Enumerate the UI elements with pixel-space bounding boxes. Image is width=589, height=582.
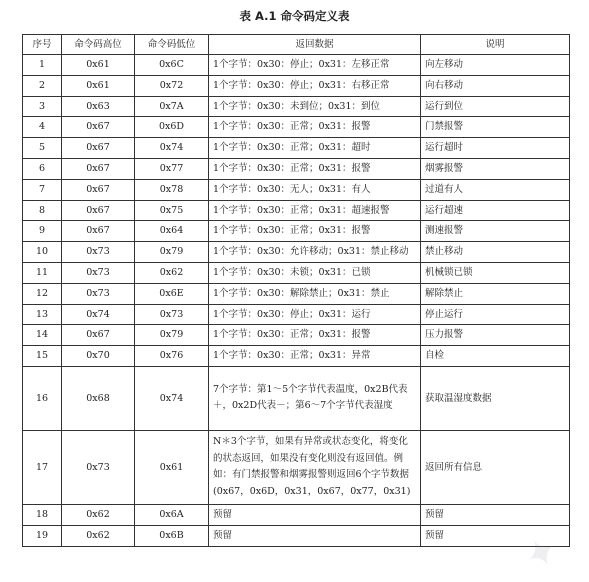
cell-code-low: 0x62: [135, 262, 209, 283]
cell-code-low: 0x6A: [135, 504, 209, 525]
cell-code-high: 0x67: [62, 179, 135, 200]
cell-index: 15: [23, 346, 62, 367]
cell-index: 7: [23, 179, 62, 200]
cell-code-high: 0x73: [62, 430, 135, 504]
cell-code-low: 0x79: [135, 242, 209, 263]
cell-return-data: 1个字节：0x30：正常；0x31：报警: [209, 117, 421, 138]
header-index: 序号: [23, 35, 62, 55]
cell-code-low: 0x6D: [135, 117, 209, 138]
cell-code-low: 0x6C: [135, 55, 209, 76]
cell-code-high: 0x70: [62, 346, 135, 367]
cell-code-low: 0x74: [135, 138, 209, 159]
table-row: [23, 138, 570, 159]
header-description: 说明: [421, 35, 570, 55]
cell-index: 13: [23, 304, 62, 325]
table-row: [23, 304, 570, 325]
cell-description: 停止运行: [421, 304, 570, 325]
cell-return-data: 1个字节：0x30：允许移动；0x31：禁止移动: [209, 242, 421, 263]
cell-index: 2: [23, 75, 62, 96]
table-title: 表 A.1 命令码定义表: [239, 9, 350, 23]
table-row: [23, 346, 570, 367]
table-row: [23, 262, 570, 283]
table-row: [23, 525, 570, 546]
cell-index: 17: [23, 430, 62, 504]
cell-description: 运行到位: [421, 96, 570, 117]
table-row: [23, 325, 570, 346]
cell-return-data: 1个字节：0x30：正常；0x31：报警: [209, 221, 421, 242]
cell-return-data: 1个字节：0x30：停止；0x31：运行: [209, 304, 421, 325]
cell-code-high: 0x61: [62, 75, 135, 96]
cell-return-data: 1个字节：0x30：停止；0x31：左移正常: [209, 55, 421, 76]
cell-index: 8: [23, 200, 62, 221]
cell-description: 预留: [421, 504, 570, 525]
table-row: [23, 504, 570, 525]
cell-description: 压力报警: [421, 325, 570, 346]
cell-index: 3: [23, 96, 62, 117]
cell-description: 预留: [421, 525, 570, 546]
cell-code-low: 0x7A: [135, 96, 209, 117]
header-code-high: 命令码高位: [62, 35, 135, 55]
table-row: [23, 75, 570, 96]
cell-code-low: 0x6B: [135, 525, 209, 546]
cell-index: 9: [23, 221, 62, 242]
cell-description: 返回所有信息: [421, 430, 570, 504]
cell-description: 运行超时: [421, 138, 570, 159]
cell-description: 测速报警: [421, 221, 570, 242]
cell-description: 门禁报警: [421, 117, 570, 138]
cell-code-high: 0x73: [62, 242, 135, 263]
cell-return-data: 1个字节：0x30：正常；0x31：超速报警: [209, 200, 421, 221]
cell-return-data: 1个字节：0x30：停止；0x31：右移正常: [209, 75, 421, 96]
cell-code-high: 0x62: [62, 504, 135, 525]
cell-index: 12: [23, 283, 62, 304]
cell-return-data: 1个字节：0x30：未锁；0x31：已锁: [209, 262, 421, 283]
cell-description: 获取温湿度数据: [421, 366, 570, 430]
cell-code-high: 0x67: [62, 325, 135, 346]
table-row: [23, 283, 570, 304]
cell-return-data: 1个字节：0x30：正常；0x31：报警: [209, 325, 421, 346]
cell-code-high: 0x61: [62, 55, 135, 76]
cell-index: 11: [23, 262, 62, 283]
cell-description: 过道有人: [421, 179, 570, 200]
cell-description: 机械锁已锁: [421, 262, 570, 283]
cell-return-data: 7个字节：第1～5个字节代表温度，0x2B代表＋，0x2D代表－；第6～7个字节代表湿度: [209, 366, 421, 430]
cell-code-low: 0x61: [135, 430, 209, 504]
table-row: [23, 96, 570, 117]
cell-code-low: 0x78: [135, 179, 209, 200]
table-row: [23, 200, 570, 221]
table-row: [23, 179, 570, 200]
cell-return-data: 1个字节：0x30：正常；0x31：异常: [209, 346, 421, 367]
cell-return-data: 1个字节：0x30：无人；0x31：有人: [209, 179, 421, 200]
cell-description: 禁止移动: [421, 242, 570, 263]
cell-description: 向右移动: [421, 75, 570, 96]
cell-index: 14: [23, 325, 62, 346]
cell-index: 10: [23, 242, 62, 263]
cell-code-high: 0x73: [62, 283, 135, 304]
cell-code-low: 0x75: [135, 200, 209, 221]
table-row: [23, 430, 570, 504]
cell-index: 1: [23, 55, 62, 76]
watermark: ✦: [516, 525, 569, 582]
cell-code-high: 0x67: [62, 158, 135, 179]
cell-index: 6: [23, 158, 62, 179]
header-return-data: 返回数据: [209, 35, 421, 55]
cell-index: 18: [23, 504, 62, 525]
cell-code-low: 0x76: [135, 346, 209, 367]
cell-code-low: 0x77: [135, 158, 209, 179]
cell-description: 烟雾报警: [421, 158, 570, 179]
cell-return-data: 1个字节：0x30：解除禁止；0x31：禁止: [209, 283, 421, 304]
cell-code-low: 0x72: [135, 75, 209, 96]
cell-code-high: 0x68: [62, 366, 135, 430]
cell-code-high: 0x67: [62, 117, 135, 138]
cell-description: 解除禁止: [421, 283, 570, 304]
table-header-row: [23, 35, 570, 55]
cell-code-low: 0x6E: [135, 283, 209, 304]
cell-code-low: 0x73: [135, 304, 209, 325]
table-row: [23, 242, 570, 263]
cell-code-high: 0x74: [62, 304, 135, 325]
table-row: [23, 366, 570, 430]
table-row: [23, 158, 570, 179]
cell-code-high: 0x67: [62, 200, 135, 221]
cell-return-data: 1个字节：0x30：正常；0x31：报警: [209, 158, 421, 179]
table-row: [23, 55, 570, 76]
table-row: [23, 117, 570, 138]
cell-code-low: 0x79: [135, 325, 209, 346]
cell-return-data: 预留: [209, 525, 421, 546]
cell-return-data: N＊3个字节，如果有异常或状态变化，将变化的状态返回，如果没有变化则没有返回值。例如：有门禁报警和烟雾报警则返回6个字节数据(0x67，0x6D，0x31，0x67，0x77，0x31): [209, 430, 421, 504]
cell-index: 5: [23, 138, 62, 159]
cell-description: 运行超速: [421, 200, 570, 221]
cell-code-high: 0x67: [62, 138, 135, 159]
cell-return-data: 1个字节：0x30：正常；0x31：超时: [209, 138, 421, 159]
cell-code-high: 0x73: [62, 262, 135, 283]
cell-description: 自检: [421, 346, 570, 367]
cell-code-high: 0x63: [62, 96, 135, 117]
header-code-low: 命令码低位: [135, 35, 209, 55]
command-code-table: [22, 34, 570, 547]
cell-code-low: 0x74: [135, 366, 209, 430]
cell-return-data: 1个字节：0x30：未到位；0x31：到位: [209, 96, 421, 117]
table-row: [23, 221, 570, 242]
cell-description: 向左移动: [421, 55, 570, 76]
cell-code-low: 0x64: [135, 221, 209, 242]
cell-code-high: 0x67: [62, 221, 135, 242]
cell-index: 16: [23, 366, 62, 430]
cell-index: 19: [23, 525, 62, 546]
cell-code-high: 0x62: [62, 525, 135, 546]
cell-index: 4: [23, 117, 62, 138]
cell-return-data: 预留: [209, 504, 421, 525]
